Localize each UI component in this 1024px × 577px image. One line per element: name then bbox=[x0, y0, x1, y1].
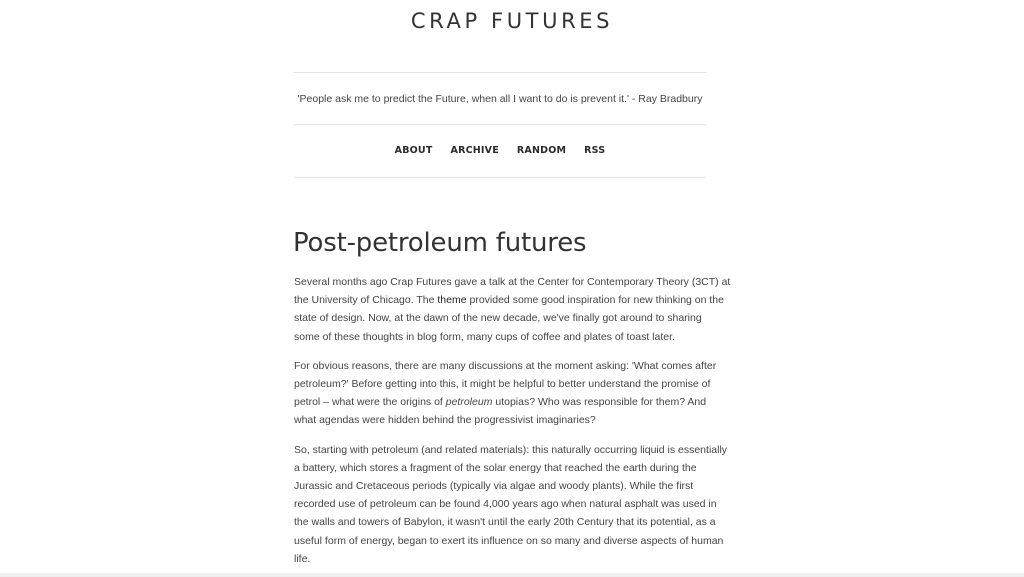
text-line: what agendas were hidden behind the progressivist imaginaries? bbox=[294, 414, 596, 427]
text-line: For obvious reasons, there are many discussions at the moment asking: 'What comes after bbox=[294, 359, 717, 372]
text-line: recorded use of petroleum can be found 4,000 years ago when natural asphalt was used in bbox=[294, 498, 717, 511]
text-span: petrol – what were the origins of bbox=[294, 396, 446, 409]
paragraph-3 bbox=[294, 441, 728, 568]
text-line: state of design. Now, at the dawn of the new decade, we've finally got around to sharing bbox=[294, 312, 702, 325]
text-line: Jurassic and Cretaceous periods (typically via algae and woody plants). While the first bbox=[294, 480, 694, 493]
text-line: a battery, which stores a fragment of the solar energy that reached the earth during the bbox=[294, 461, 697, 474]
nav-link-archive[interactable]: ARCHIVE bbox=[450, 145, 499, 156]
emphasis-text: petroleum bbox=[445, 396, 493, 409]
header-divider-top bbox=[294, 72, 706, 73]
text-line: Several months ago Crap Futures gave a talk at the Center for Contemporary Theory (3CT) at bbox=[294, 276, 731, 288]
nav-link-about[interactable]: ABOUT bbox=[394, 145, 433, 156]
site-tagline-quote: 'People ask me to predict the Future, when all I want to do is prevent it.' - Ray Bradbury bbox=[297, 93, 703, 105]
text-span: provided some good inspiration for new thinking on the bbox=[466, 294, 724, 307]
post-title: Post-petroleum futures bbox=[293, 228, 587, 258]
text-line: useful form of energy, began to exert its influence on so many and diverse aspects of human bbox=[294, 534, 724, 547]
text-span: the University of Chicago. The bbox=[294, 294, 438, 307]
text-line: life. bbox=[294, 552, 311, 565]
nav-link-random[interactable]: RANDOM bbox=[516, 145, 567, 156]
text-span: utopias? Who was responsible for them? And bbox=[492, 396, 707, 409]
window-bottom-edge bbox=[0, 573, 1024, 577]
post-body bbox=[294, 273, 731, 577]
text-line: some of these thoughts in blog form, many cups of coffee and plates of toast later. bbox=[294, 330, 675, 343]
text-line: the walls and towers of Babylon, it wasn't until the early 20th Century that its potential, as a bbox=[294, 516, 716, 529]
paragraph-2 bbox=[294, 357, 717, 430]
text-line: petroleum?' Before getting into this, it might be helpful to better understand the promise of bbox=[294, 378, 711, 391]
text-line bbox=[294, 393, 714, 411]
site-title[interactable]: CRAP FUTURES bbox=[410, 9, 614, 33]
text-line: So, starting with petroleum (and related materials): this naturally occurring liquid is essentially bbox=[294, 443, 728, 456]
header-divider-bottom bbox=[294, 177, 706, 178]
theme-link[interactable]: theme bbox=[437, 294, 467, 307]
header-divider-middle bbox=[294, 124, 706, 125]
text-line bbox=[294, 291, 724, 309]
paragraph-1 bbox=[294, 273, 731, 346]
nav-link-rss[interactable]: RSS bbox=[584, 145, 606, 156]
main-nav bbox=[294, 143, 706, 159]
